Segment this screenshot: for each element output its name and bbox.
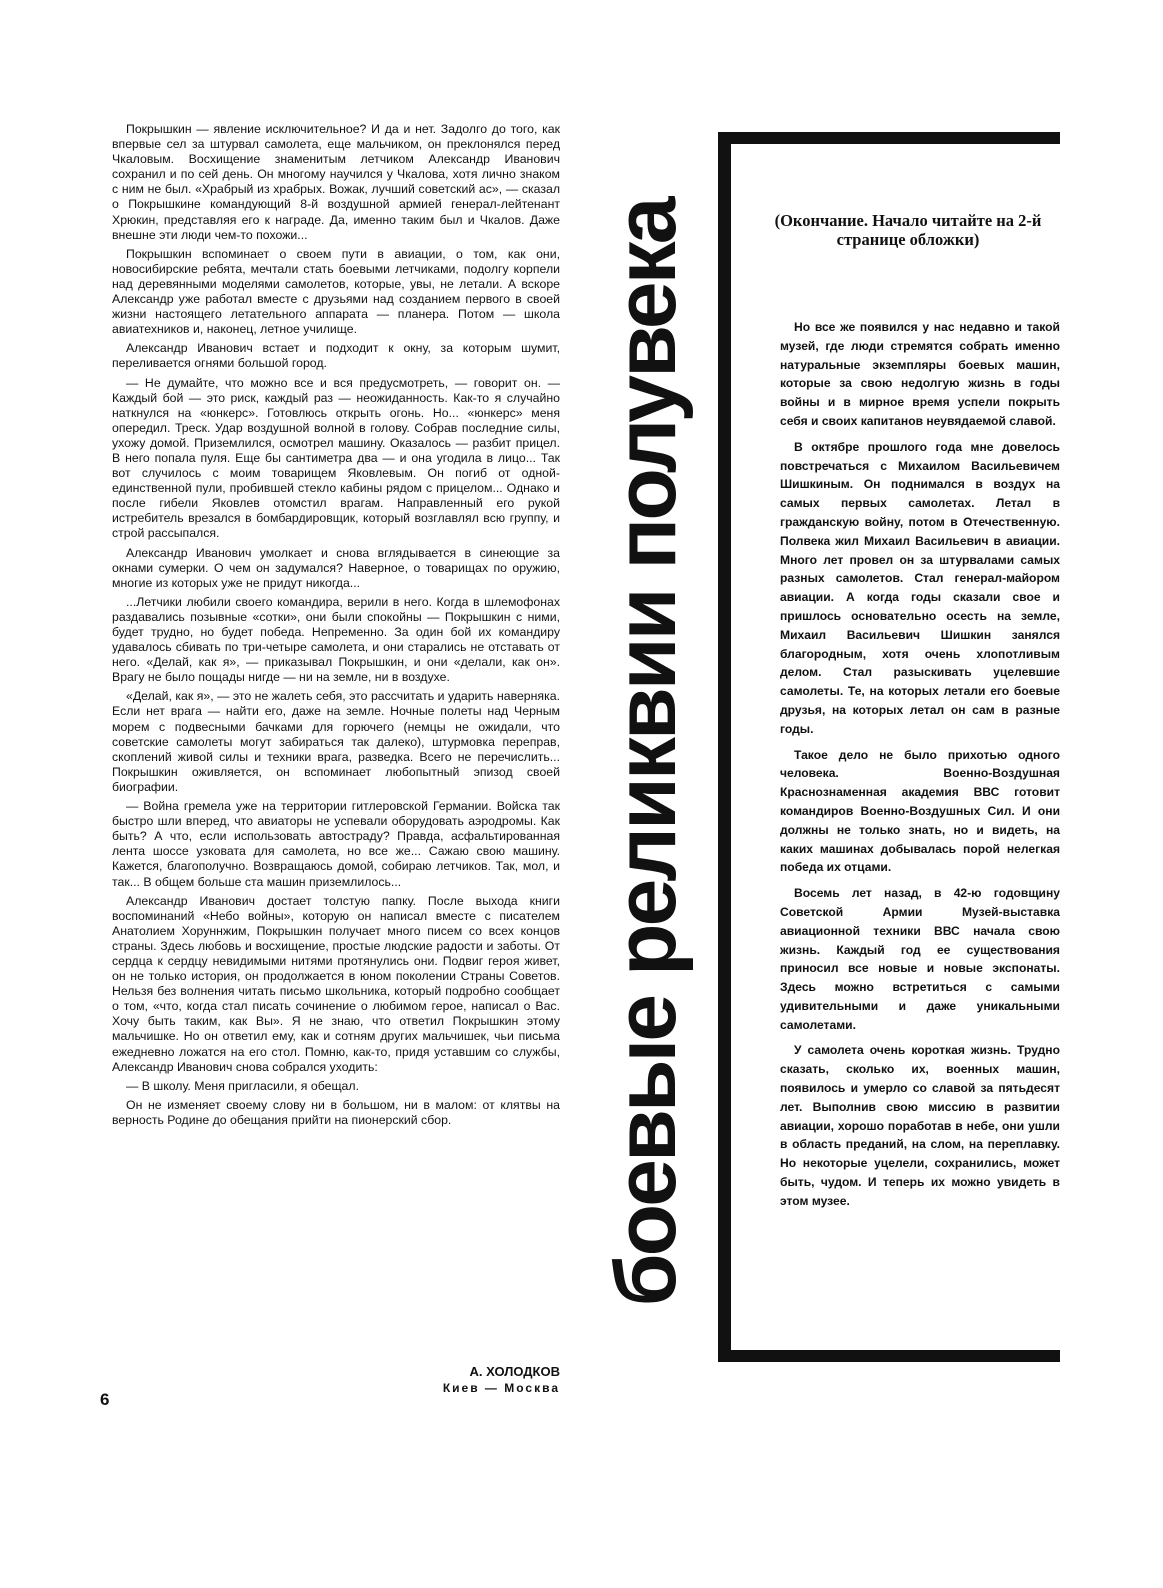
paragraph: «Делай, как я», — это не жалеть себя, это рассчитать и ударить наверняка. Если нет врага — найти его, даже на земле. Ночные полеты над Черным морем с подвесными бачками для горючего (немцы не ожидали, что советские самолеты могут забираться так далеко), штурмовка переправ, скоплений живой силы и техники врага, разведка. Всего не перечислить... Покрышкин оживляется, он вспоминает любопытный эпизод своей биографии. (112, 689, 560, 794)
paragraph: В октябре прошлого года мне довелось повстречаться с Михаилом Васильевичем Шишкиным. Он поднимался в воздух на самых первых самолетах. Летал в гражданскую войну, потом в Отечественную. Полвека жил Михаил Васильевич в авиации. Много лет провел он за штурвалами самых разных самолетов. Стал генерал-майором авиации. А когда годы сказали свое и пришлось основательно осесть на земле, Михаил Васильевич Шишкин занялся благородным, хотя очень хлопотливым делом. Стал разыскивать уцелевшие самолеты. Те, на которых летали его боевые друзья, на которых летал он сам в разные годы. (780, 439, 1060, 736)
vertical-title-block (596, 128, 696, 1378)
paragraph: Восемь лет назад, в 42-ю годовщину Советской Армии Музей-выставка авиационной техники ВВС начала свою жизнь. Каждый год ее существования приносил все новые и новые экспонаты. Здесь можно встретиться с самыми удивительными и даже уникальными самолетами. (780, 886, 1060, 1032)
left-article-column (112, 122, 560, 1132)
paragraph: — В школу. Меня пригласили, я обещал. (126, 1078, 359, 1093)
paragraph: Он не изменяет своему слову ни в большом, ни в малом: от клятвы на верность Родине до обещания прийти на пионерский сбор. (112, 1097, 560, 1127)
page-number: 6 (100, 1390, 110, 1409)
paragraph: Александр Иванович умолкает и снова вглядывается в синеющие за окнами сумерки. О чем он задумался? Наверное, о товарищах по оружию, многие из которых уже не придут никогда... (112, 545, 560, 590)
right-article-column (780, 318, 1060, 1218)
article-signature (112, 1363, 560, 1397)
author-place: Киев — Москва (442, 1381, 560, 1395)
paragraph: У самолета очень короткая жизнь. Трудно сказать, сколько их, военных машин, появилось и умерло со славой за пятьдесят лет. Выполнив свою миссию в развитии авиации, хорошо поработав в небе, они ушли в область преданий, на слом, на переплавку. Но некоторые уцелели, сохранились, может быть, чудом. И теперь их можно увидеть в этом музее. (780, 1043, 1060, 1208)
vertical-title: боевые реликвии полувека (598, 199, 694, 1307)
paragraph: ...Летчики любили своего командира, верили в него. Когда в шлемофонах раздавались позывные «сотки», они были спокойны — Покрышкин с ними, будет трудно, но будет победа. Непременно. За один бой их командиру удавалось сбивать по три-четыре самолета, и они старались не отставать от него. «Делай, как я», — приказывал Покрышкин, и они «делали, как он». Врагу не было пощады нигде — ни на земле, ни в воздухе. (112, 594, 560, 685)
continuation-note: (Окончание. Начало читайте на 2-й странице обложки) (774, 211, 1042, 249)
paragraph: Такое дело не было прихотью одного человека. Военно-Воздушная Краснознаменная академия ВВС готовит командиров Военно-Воздушных Сил. И они должны не только знать, но и видеть, на каких машинах добывалась порой нелегкая победа их отцами. (780, 747, 1060, 875)
paragraph: Покрышкин вспоминает о своем пути в авиации, о том, как они, новосибирские ребята, мечтали стать боевыми летчиками, подолгу корпели над деревянными моделями самолетов, которые, увы, не летали. А вскоре Александр уже работал вместе с друзьями над созданием первого в своей жизни настоящего летательного аппарата — планера. Потом — школа авиатехников и, наконец, летное училище. (112, 246, 560, 337)
author-name: А. ХОЛОДКОВ (469, 1364, 560, 1379)
paragraph: Но все же появился у нас недавно и такой музей, где люди стремятся собрать именно натуральные экземпляры боевых машин, которые за свою недолгую жизнь в годы войны и в мирное время успели покрыть себя и своих капитанов неувядаемой славой. (780, 320, 1060, 428)
paragraph: — Не думайте, что можно все и вся предусмотреть, — говорит он. — Каждый бой — это риск, каждый раз — неожиданность. Как-то я случайно наткнулся на «юнкерс». Готовлюсь открыть огонь. Но... «юнкерс» меня опередил. Треск. Удар воздушной волной в голову. Собрав последние силы, ухожу домой. Приземлился, осмотрел машину. Оказалось — разбит прицел. В него попала пуля. Еще бы сантиметра два — и она угодила в лицо... Так вот случилось с моим товарищем Яковлевым. Он погиб от одной-единственной пули, пробившей стекло кабины рядом с прицелом... Однако и после гибели Яковлев отомстил врагам. Направленный его рукой истребитель врезался в бомбардировщик, который возглавлял всю группу, и строй рассыпался. (112, 375, 560, 541)
paragraph: Александр Иванович достает толстую папку. После выхода книги воспоминаний «Небо войны», которую он написал вместе с писателем Анатолием Хоруннжим, Покрышкин получает много писем со всех концов страны. Здесь любовь и восхищение, простые людские радости и заботы. От сердца к сердцу невидимыми нитями протянулись они. Подвиг героя живет, он не только история, он продолжается в юном поколении Страны Советов. Нельзя без волнения читать письмо школьника, который подробно сообщает о том, «что, когда стал писать сочинение о любимом герое, написал о Вас. Хочу быть таким, как Вы». Я не знаю, что ответил Покрышкин этому мальчишке. Но он ответил ему, как и сотням других мальчишек, чьи письма ежедневно ложатся на его стол. Помню, как-то, придя уставшим со службы, Александр Иванович снова собрался уходить: (112, 893, 560, 1074)
paragraph: Покрышкин — явление исключительное? И да и нет. Задолго до того, как впервые сел за штурвал самолета, еще мальчиком, он преклонялся перед Чкаловым. Восхищение знаменитым летчиком Александр Иванович сохранил и по сей день. Он многому научился у Чкалова, хотя лично знаком с ним не был. «Храбрый из храбрых. Вожак, лучший советский ас», — сказал о Покрышкине командующий 8-й воздушной армией генерал-лейтенант Хрюкин, представляя его к награде. Да, именно таким был и Чкалов. Даже внешне эти люди чем-то похожи... (112, 122, 560, 242)
paragraph: Александр Иванович встает и подходит к окну, за которым шумит, переливается огнями большой город. (112, 341, 560, 371)
paragraph: — Война гремела уже на территории гитлеровской Германии. Войска так быстро шли вперед, что авиаторы не успевали оборудовать аэродромы. Как быть? А что, если использовать автостраду? Правда, асфальтированная лента шоссе узковата для самолета, но все же... Сажаю свою машину. Кажется, благополучно. Возвращаюсь домой, собираю летчиков. Так, мол, и так... В общем больше ста машин приземлилось... (112, 799, 560, 889)
